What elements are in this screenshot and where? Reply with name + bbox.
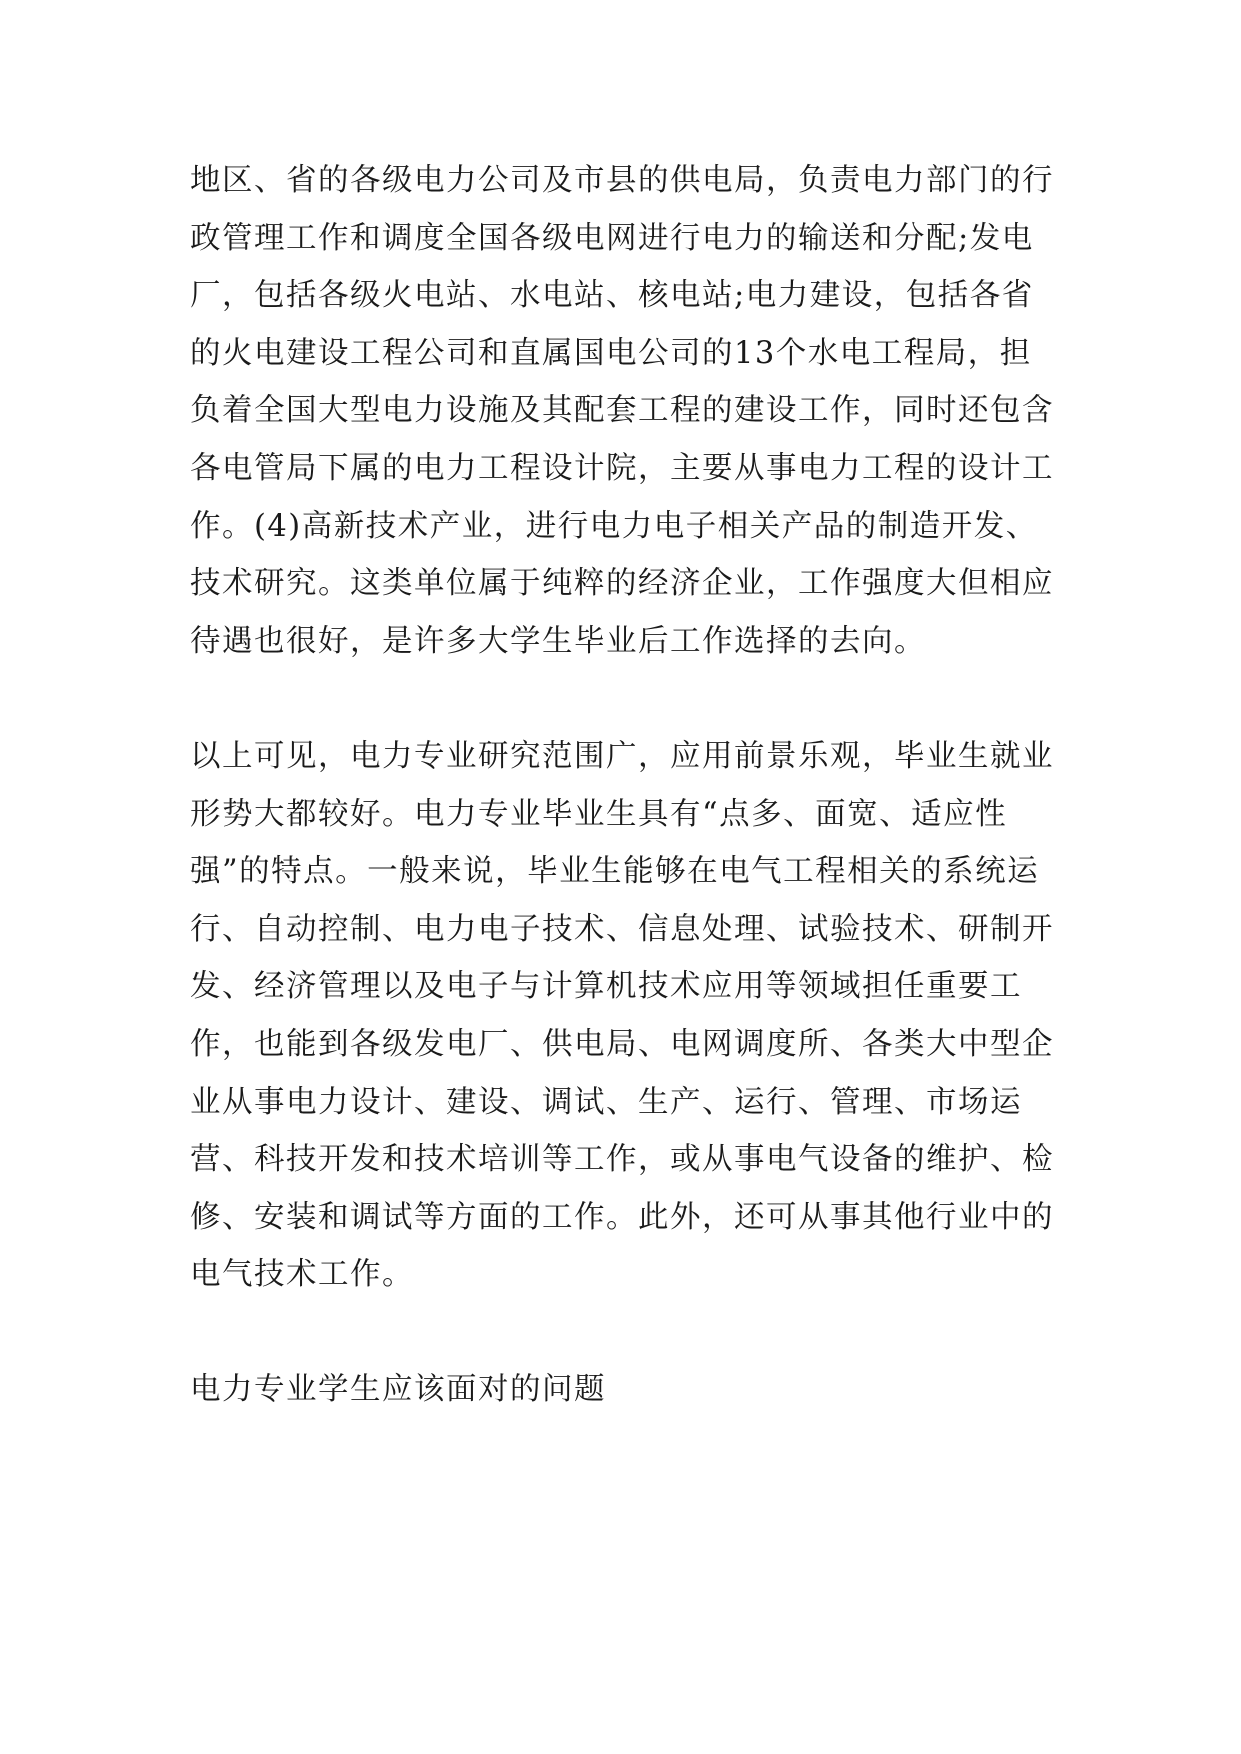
paragraph-employment-units: 地区、省的各级电力公司及市县的供电局，负责电力部门的行政管理工作和调度全国各级电网进行电力的输送和分配;发电厂，包括各级火电站、水电站、核电站;电力建设，包括各省的火电建设工程公司和直属国电公司的13个水电工程局，担负着全国大型电力设施及其配套工程的建设工作，同时还包含各电管局下属的电力工程设计院，主要从事电力工程的设计工作。(4)高新技术产业，进行电力电子相关产品的制造开发、技术研究。这类单位属于纯粹的经济企业，工作强度大但相应待遇也很好，是许多大学生毕业后工作选择的去向。 bbox=[190, 163, 1054, 659]
section-heading: 电力专业学生应该面对的问题 bbox=[190, 1372, 606, 1408]
paragraph-employment-outlook: 以上可见，电力专业研究范围广，应用前景乐观，毕业生就业形势大都较好。电力专业毕业生具有“点多、面宽、适应性强”的特点。一般来说，毕业生能够在电气工程相关的系统运行、自动控制、电力电子技术、信息处理、试验技术、研制开发、经济管理以及电子与计算机技术应用等领域担任重要工作，也能到各级发电厂、供电局、电网调度所、各类大中型企业从事电力设计、建设、调试、生产、运行、管理、市场运营、科技开发和技术培训等工作，或从事电气设备的维护、检修、安装和调试等方面的工作。此外，还可从事其他行业中的电气技术工作。 bbox=[190, 738, 1054, 1293]
document-body bbox=[190, 152, 1060, 1419]
